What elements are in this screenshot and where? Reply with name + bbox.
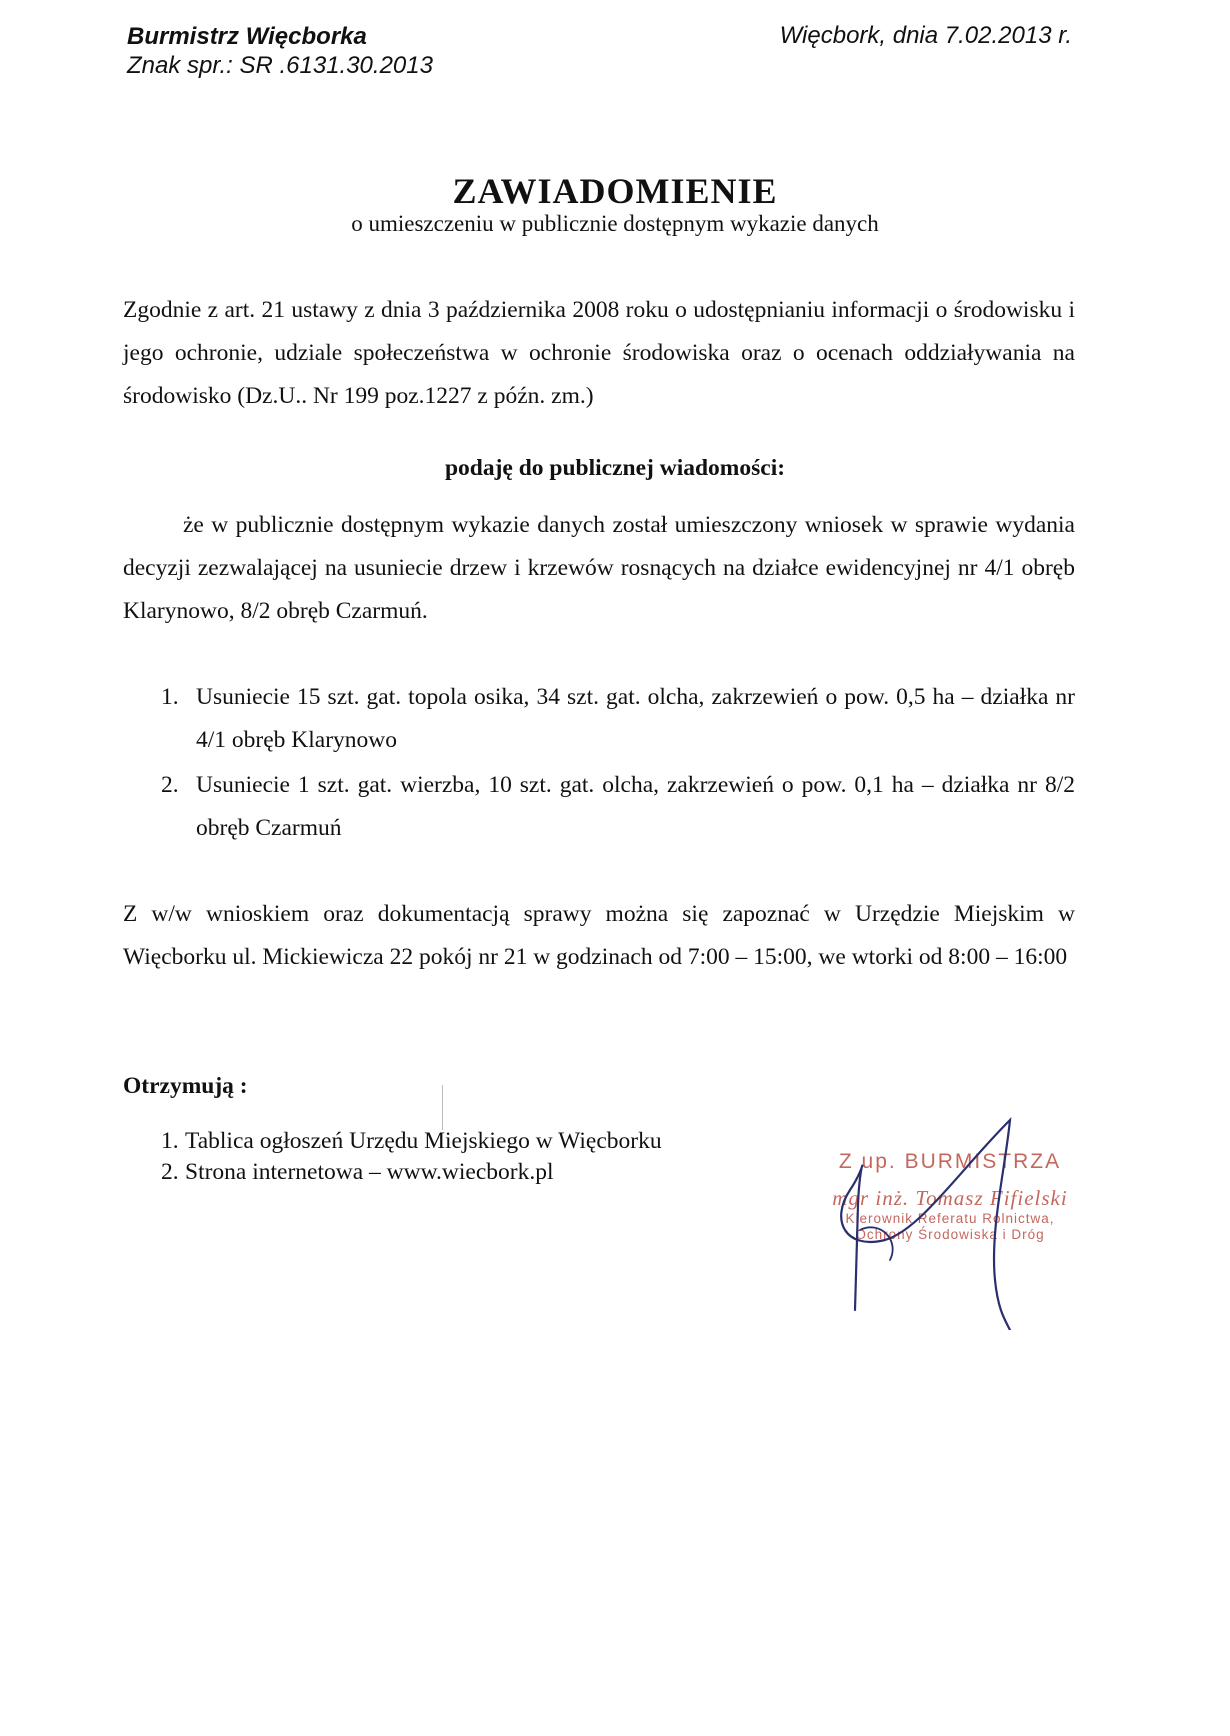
list-item-number: 1. [161,684,179,710]
list-item [161,1126,662,1157]
stamp-department: Ochrony Środowiska i Dróg [855,1227,1045,1242]
removal-items-list [161,676,1075,852]
list-item-text: Tablica ogłoszeń Urzędu Miejskiego w Więcborku [185,1128,662,1154]
place-and-date: Więcbork, dnia 7.02.2013 r. [779,22,1072,49]
stamp-position: Kierownik Referatu Rolnictwa, [845,1211,1055,1226]
list-item-text: Strona internetowa – www.wiecbork.pl [185,1159,554,1185]
list-item-text: Usuniecie 1 szt. gat. wierzba, 10 szt. gat. olcha, zakrzewień o pow. 0,1 ha – działka nr 8/2 obręb Czarmuń [196,772,1075,841]
recipients-heading: Otrzymują : [123,1073,248,1099]
announcement-line: podaję do publicznej wiadomości: [444,455,786,481]
list-item-number: 2. [161,772,179,798]
list-item-text: Usuniecie 15 szt. gat. topola osika, 34 szt. gat. olcha, zakrzewień o pow. 0,5 ha – działka nr 4/1 obręb Klarynowo [196,684,1075,753]
list-item [161,1157,662,1188]
stamp-authority: Z up. BURMISTRZA [838,1150,1062,1173]
issuing-office: Burmistrz Więcborka [127,23,367,50]
list-item-number: 2. [161,1159,179,1185]
letterhead [127,22,433,80]
list-item [161,764,1075,850]
document-subtitle: o umieszczeniu w publicznie dostępnym wykazie danych [351,211,879,236]
legal-basis-paragraph: Zgodnie z art. 21 ustawy z dnia 3 października 2008 roku o udostępnianiu informacji o środowisku i jego ochronie, udziale społeczeństwa w ochronie środowiska oraz o ocenach oddziaływania na środowisko (Dz.U.. Nr 199 poz.1227 z późn. zm.) [123,297,1075,409]
list-item [161,676,1075,762]
notice-paragraph: że w publicznie dostępnym wykazie danych został umieszczony wniosek w sprawie wydania decyzji zezwalającej na usuniecie drzew i krzewów rosnących na działce ewidencyjnej nr 4/1 obręb Klarynowo, 8/2 obręb Czarmuń. [123,512,1075,624]
office-hours-paragraph: Z w/w wnioskiem oraz dokumentacją sprawy można się zapoznać w Urzędzie Miejskim w Więcborku ul. Mickiewicza 22 pokój nr 21 w godzinach od 7:00 – 15:00, we wtorki od 8:00 – 16:00 [123,901,1075,970]
reference-number: Znak spr.: SR .6131.30.2013 [127,52,433,79]
stamp-signatory: mgr inż. Tomasz Fifielski [832,1186,1068,1210]
list-item-number: 1. [161,1128,179,1154]
handwritten-signature [800,1110,1080,1330]
document-title: ZAWIADOMIENIE [452,171,778,211]
scan-artifact-line [442,1085,443,1130]
recipients-list [161,1126,662,1188]
